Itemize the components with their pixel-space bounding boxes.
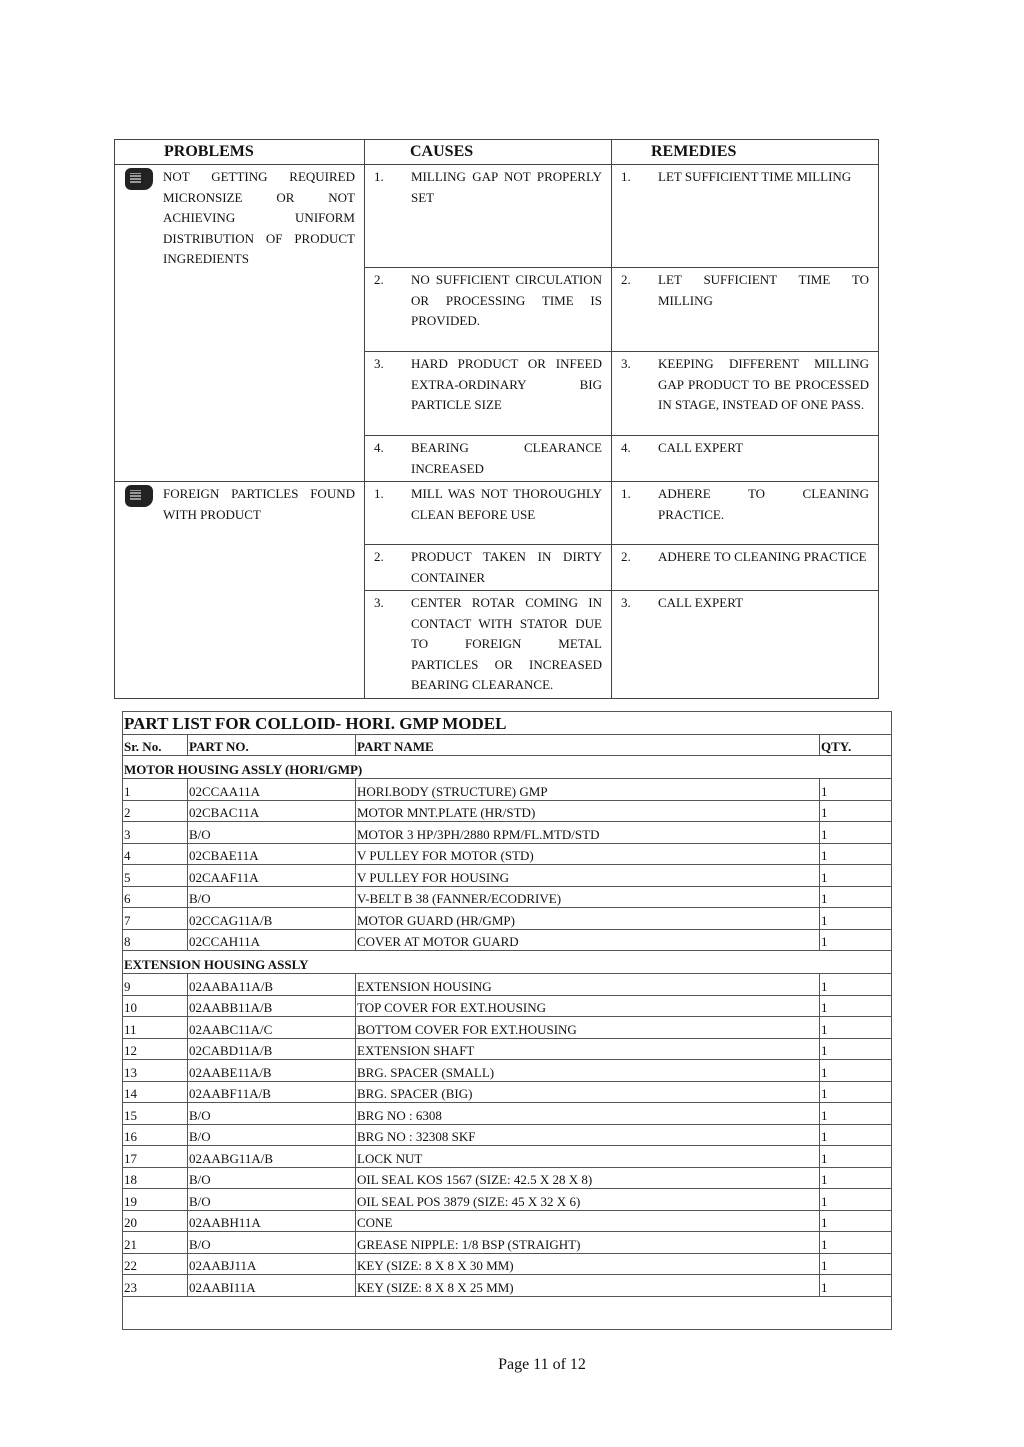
sr-no-cell: 22 [123,1253,188,1275]
sr-no-cell: 12 [123,1038,188,1060]
remedy-text: ADHERE TO CLEANING PRACTICE. [658,486,869,522]
section-title: MOTOR HOUSING ASSLY (HORI/GMP) [123,756,892,779]
cause-text: MILLING GAP NOT PROPERLY SET [411,169,602,205]
qty-cell: 1 [820,865,892,887]
problem-cell [115,482,365,699]
problem-text: FOREIGN PARTICLES FOUND WITH PRODUCT [163,486,355,522]
part-name-cell: MOTOR MNT.PLATE (HR/STD) [356,800,820,822]
remedy-text: CALL EXPERT [658,440,744,455]
sr-no-cell: 1 [123,779,188,801]
qty-cell: 1 [820,1038,892,1060]
remedy-number: 1. [621,486,631,501]
part-name-cell: EXTENSION HOUSING [356,974,820,996]
sr-no-cell: 19 [123,1189,188,1211]
part-list-header-row [123,735,892,756]
cause-text: CENTER ROTAR COMING IN CONTACT WITH STATOR DUE TO FOREIGN METAL PARTICLES OR INCREASED BEARING CLEARANCE. [411,595,602,692]
table-row [123,1124,892,1146]
part-no-cell: 02CCAG11A/B [188,908,356,930]
cause-cell [365,436,612,482]
part-no-cell: 02AABI11A [188,1275,356,1297]
part-name-cell: MOTOR GUARD (HR/GMP) [356,908,820,930]
table-row [123,908,892,930]
remedy-cell [612,352,879,436]
part-name-cell: BRG NO : 32308 SKF [356,1124,820,1146]
table-row [123,800,892,822]
sr-no-cell: 16 [123,1124,188,1146]
qty-cell: 1 [820,800,892,822]
cause-text: HARD PRODUCT OR INFEED EXTRA-ORDINARY BIG PARTICLE SIZE [411,356,602,412]
table-row [123,1167,892,1189]
cause-number: 1. [374,486,384,501]
table-row [123,995,892,1017]
qty-cell: 1 [820,1253,892,1275]
table-row [123,886,892,908]
sr-no-header: Sr. No. [123,735,188,756]
cause-cell [365,545,612,591]
remedy-number: 1. [621,169,631,184]
part-name-cell: BRG NO : 6308 [356,1103,820,1125]
part-list-title-row [123,712,892,735]
part-name-cell: EXTENSION SHAFT [356,1038,820,1060]
table-row [123,1210,892,1232]
part-no-cell: 02CCAH11A [188,929,356,951]
sr-no-cell: 17 [123,1146,188,1168]
part-name-cell: MOTOR 3 HP/3PH/2880 RPM/FL.MTD/STD [356,822,820,844]
cause-text: BEARING CLEARANCE INCREASED [411,440,602,476]
table-row [123,1103,892,1125]
part-name-cell: GREASE NIPPLE: 1/8 BSP (STRAIGHT) [356,1232,820,1254]
qty-cell: 1 [820,1124,892,1146]
sr-no-cell: 7 [123,908,188,930]
part-no-cell: B/O [188,1167,356,1189]
cause-number: 3. [374,595,384,610]
part-list-table [122,711,892,1330]
part-no-cell: B/O [188,1189,356,1211]
causes-header: CAUSES [365,140,612,165]
problems-header: PROBLEMS [115,140,365,165]
remedy-cell [612,545,879,591]
section-header-row [123,756,892,779]
sr-no-cell: 20 [123,1210,188,1232]
sr-no-cell: 11 [123,1017,188,1039]
part-no-cell: 02AABE11A/B [188,1060,356,1082]
qty-cell: 1 [820,1146,892,1168]
qty-cell: 1 [820,1232,892,1254]
part-name-cell: BOTTOM COVER FOR EXT.HOUSING [356,1017,820,1039]
part-name-header: PART NAME [356,735,820,756]
remedy-cell [612,591,879,699]
table-row [123,843,892,865]
qty-cell: 1 [820,995,892,1017]
sr-no-cell: 4 [123,843,188,865]
qty-cell: 1 [820,974,892,996]
part-no-cell: 02AABC11A/C [188,1017,356,1039]
section-header-row [123,951,892,974]
part-name-cell: COVER AT MOTOR GUARD [356,929,820,951]
part-no-cell: B/O [188,1103,356,1125]
cause-cell [365,352,612,436]
cause-cell [365,591,612,699]
part-no-cell: 02CBAE11A [188,843,356,865]
part-no-cell: 02CCAA11A [188,779,356,801]
part-no-cell: 02AABH11A [188,1210,356,1232]
sr-no-cell: 3 [123,822,188,844]
qty-cell: 1 [820,1167,892,1189]
qty-cell: 1 [820,886,892,908]
remedy-cell [612,165,879,268]
cause-number: 2. [374,549,384,564]
cause-number: 1. [374,169,384,184]
cause-cell [365,482,612,545]
table-row [123,1038,892,1060]
table-row [123,1146,892,1168]
part-name-cell: BRG. SPACER (SMALL) [356,1060,820,1082]
remedy-text: LET SUFFICIENT TIME MILLING [658,169,852,184]
part-name-cell: OIL SEAL KOS 1567 (SIZE: 42.5 X 28 X 8) [356,1167,820,1189]
table-row [123,1017,892,1039]
remedy-cell [612,268,879,352]
cause-cell [365,165,612,268]
part-name-cell: V-BELT B 38 (FANNER/ECODRIVE) [356,886,820,908]
table-row [123,779,892,801]
remedy-text: KEEPING DIFFERENT MILLING GAP PRODUCT TO BE PROCESSED IN STAGE, INSTEAD OF ONE PASS. [658,356,869,412]
sr-no-cell: 21 [123,1232,188,1254]
sr-no-cell: 8 [123,929,188,951]
qty-cell: 1 [820,908,892,930]
cause-text: NO SUFFICIENT CIRCULATION OR PROCESSING TIME IS PROVIDED. [411,272,602,328]
table-row [123,974,892,996]
troubleshooting-header-row [115,140,879,165]
qty-cell: 1 [820,929,892,951]
part-no-cell: B/O [188,822,356,844]
problem-text: NOT GETTING REQUIRED MICRONSIZE OR NOT ACHIEVING UNIFORM DISTRIBUTION OF PRODUCT INGREDIENTS [163,169,355,266]
sr-no-cell: 2 [123,800,188,822]
empty-row [123,1296,892,1329]
sr-no-cell: 10 [123,995,188,1017]
part-name-cell: KEY (SIZE: 8 X 8 X 25 MM) [356,1275,820,1297]
table-row [123,865,892,887]
cause-cell [365,268,612,352]
part-no-cell: 02CBAC11A [188,800,356,822]
troubleshooting-row [115,482,879,545]
cause-text: MILL WAS NOT THOROUGHLY CLEAN BEFORE USE [411,486,602,522]
sr-no-cell: 15 [123,1103,188,1125]
part-no-cell: 02AABB11A/B [188,995,356,1017]
table-row [123,1275,892,1297]
qty-header: QTY. [820,735,892,756]
cause-text: PRODUCT TAKEN IN DIRTY CONTAINER [411,549,602,585]
table-row [123,929,892,951]
cause-number: 4. [374,440,384,455]
qty-cell: 1 [820,1189,892,1211]
problem-cell [115,165,365,482]
cause-number: 2. [374,272,384,287]
empty-cell [123,1296,892,1329]
part-name-cell: LOCK NUT [356,1146,820,1168]
cause-number: 3. [374,356,384,371]
remedy-cell [612,436,879,482]
sr-no-cell: 14 [123,1081,188,1103]
qty-cell: 1 [820,1017,892,1039]
part-no-cell: 02AABG11A/B [188,1146,356,1168]
part-no-cell: 02AABF11A/B [188,1081,356,1103]
remedy-text: CALL EXPERT [658,595,744,610]
remedy-number: 2. [621,549,631,564]
troubleshooting-row [115,165,879,268]
keyboard-bullet-icon [125,168,153,190]
table-row [123,1081,892,1103]
sr-no-cell: 6 [123,886,188,908]
part-name-cell: CONE [356,1210,820,1232]
qty-cell: 1 [820,1060,892,1082]
remedy-number: 4. [621,440,631,455]
part-no-cell: B/O [188,886,356,908]
sr-no-cell: 5 [123,865,188,887]
table-row [123,1253,892,1275]
keyboard-bullet-icon [125,485,153,507]
qty-cell: 1 [820,1210,892,1232]
table-row [123,1060,892,1082]
part-name-cell: V PULLEY FOR MOTOR (STD) [356,843,820,865]
part-no-cell: 02CABD11A/B [188,1038,356,1060]
part-name-cell: KEY (SIZE: 8 X 8 X 30 MM) [356,1253,820,1275]
part-name-cell: V PULLEY FOR HOUSING [356,865,820,887]
part-no-cell: 02CAAF11A [188,865,356,887]
table-row [123,1232,892,1254]
part-name-cell: BRG. SPACER (BIG) [356,1081,820,1103]
part-name-cell: HORI.BODY (STRUCTURE) GMP [356,779,820,801]
sr-no-cell: 23 [123,1275,188,1297]
part-no-cell: 02AABJ11A [188,1253,356,1275]
qty-cell: 1 [820,1103,892,1125]
part-list-title: PART LIST FOR COLLOID- HORI. GMP MODEL [123,712,892,735]
remedy-cell [612,482,879,545]
table-row [123,1189,892,1211]
remedy-number: 3. [621,595,631,610]
part-no-cell: 02AABA11A/B [188,974,356,996]
part-no-cell: B/O [188,1232,356,1254]
qty-cell: 1 [820,779,892,801]
qty-cell: 1 [820,1275,892,1297]
part-no-cell: B/O [188,1124,356,1146]
part-no-header: PART NO. [188,735,356,756]
qty-cell: 1 [820,843,892,865]
remedy-text: LET SUFFICIENT TIME TO MILLING [658,272,869,308]
remedies-header: REMEDIES [612,140,879,165]
remedy-text: ADHERE TO CLEANING PRACTICE [658,549,867,564]
page-number: Page 11 of 12 [498,1356,586,1373]
qty-cell: 1 [820,822,892,844]
table-row [123,822,892,844]
sr-no-cell: 9 [123,974,188,996]
sr-no-cell: 18 [123,1167,188,1189]
section-title: EXTENSION HOUSING ASSLY [123,951,892,974]
remedy-number: 2. [621,272,631,287]
troubleshooting-table [114,139,879,699]
part-name-cell: TOP COVER FOR EXT.HOUSING [356,995,820,1017]
remedy-number: 3. [621,356,631,371]
part-name-cell: OIL SEAL POS 3879 (SIZE: 45 X 32 X 6) [356,1189,820,1211]
qty-cell: 1 [820,1081,892,1103]
sr-no-cell: 13 [123,1060,188,1082]
